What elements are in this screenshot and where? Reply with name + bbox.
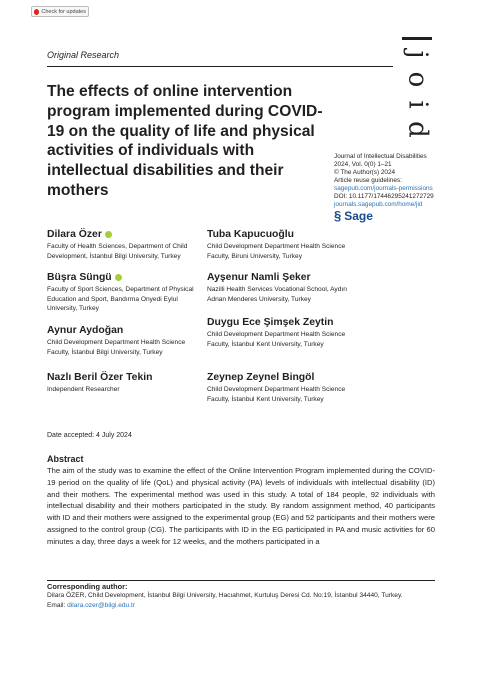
copyright: © The Author(s) 2024 bbox=[334, 169, 396, 176]
journal-home-link[interactable]: journals.sagepub.com/home/jid bbox=[334, 201, 423, 208]
author-affiliation: Independent Researcher bbox=[47, 386, 120, 393]
author-name: Duygu Ece Şimşek Zeytin bbox=[207, 317, 334, 328]
logo-letter-o: o bbox=[402, 71, 433, 88]
author-affiliation: Faculty of Health Sciences, Department of Child Development, İstanbul Bilgi University, Turkey bbox=[47, 243, 188, 260]
corresponding-heading: Corresponding author: bbox=[47, 582, 128, 591]
author-affiliation: Child Development Department Health Science Faculty, İstanbul Bilgi University, Turkey bbox=[47, 339, 186, 356]
check-for-updates-label: Check for updates bbox=[41, 8, 86, 15]
author-block bbox=[47, 324, 207, 357]
author-block bbox=[47, 271, 207, 314]
journal-logo bbox=[398, 37, 436, 142]
author-name: Tuba Kapucuoğlu bbox=[207, 229, 294, 240]
author-name: Zeynep Zeynel Bingöl bbox=[207, 372, 315, 383]
author-affiliation: Child Development Department Health Science Faculty, Biruni University, Turkey bbox=[207, 243, 346, 260]
header-rule bbox=[47, 66, 393, 67]
logo-letter-j: j bbox=[402, 50, 433, 59]
sage-s-icon: § bbox=[334, 208, 342, 223]
journal-name: Journal of Intellectual Disabilities bbox=[334, 153, 427, 160]
article-type: Original Research bbox=[47, 50, 120, 60]
author-block bbox=[47, 228, 207, 261]
author-affiliation: Faculty of Sport Sciences, Department of Physical Education and Sport, Bandırma Onyedi Eylul University, Turkey bbox=[47, 286, 194, 313]
footnote-rule bbox=[47, 580, 435, 581]
publisher-name: Sage bbox=[344, 208, 373, 223]
logo-bar bbox=[402, 37, 432, 40]
email-link[interactable]: dilara.ozer@bilgi.edu.tr bbox=[67, 601, 136, 609]
date-accepted: Date accepted: 4 July 2024 bbox=[47, 432, 132, 439]
author-name: Nazlı Beril Özer Tekin bbox=[47, 372, 153, 383]
publisher-logo bbox=[334, 208, 373, 223]
corresponding-email-line bbox=[47, 601, 435, 611]
author-name: Büşra Süngü bbox=[47, 272, 112, 283]
author-affiliation: Child Development Department Health Science Faculty, İstanbul Kent University, Turkey bbox=[207, 386, 346, 403]
update-indicator-icon bbox=[34, 9, 39, 15]
doi[interactable]: DOI: 10.1177/17446295241272729 bbox=[334, 193, 434, 200]
orcid-icon[interactable] bbox=[115, 274, 122, 281]
journal-info bbox=[334, 153, 454, 209]
corresponding-details bbox=[47, 591, 435, 611]
email-label: Email: bbox=[47, 601, 66, 609]
reuse-link[interactable]: sagepub.com/journals-permissions bbox=[334, 185, 433, 192]
abstract-text: The aim of the study was to examine the effect of the Online Intervention Program implemented during the COVID-19 period on the quality of life (QoL) and physical activity (PA) levels of individuals with intellectual disability (ID) and their mothers. The experimental method was used in this study. A total of 184 people, 92 individuals with intellectual disability and their mothers participated in the study. By random assignment method, 40 participants with ID and their mothers were assigned to the experimental group (EG) and 52 participants and their mothers were assigned to the control group (CG). The participants with ID in the EG participated in PA and music activities for 60 minutes a day, three days a week for 12 weeks, and the mothers participated in a bbox=[47, 466, 435, 546]
reuse-label: Article reuse guidelines: bbox=[334, 177, 402, 184]
logo-letter-i: i bbox=[402, 100, 433, 109]
author-block bbox=[47, 371, 207, 395]
journal-volume: 2024, Vol. 0(0) 1–21 bbox=[334, 161, 392, 168]
article-title: The effects of online intervention program implemented during COVID-19 on the quality of life and physical activities of individuals with intellectual disabilities and their mothers bbox=[47, 83, 323, 199]
check-for-updates-badge[interactable] bbox=[31, 6, 89, 17]
corresponding-address: Dilara ÖZER, Child Development, İstanbul Bilgi University, Hacıahmet, Kurtuluş Deresi Cd. No:19, İstanbul 34440, Turkey. bbox=[47, 592, 403, 599]
orcid-icon[interactable] bbox=[105, 231, 112, 238]
abstract-heading: Abstract bbox=[47, 454, 84, 464]
author-block bbox=[207, 271, 367, 304]
author-name: Aynur Aydoğan bbox=[47, 325, 124, 336]
author-block bbox=[207, 316, 367, 349]
author-affiliation: Child Development Department Health Science Faculty, İstanbul Kent University, Turkey bbox=[207, 331, 346, 348]
author-name: Dilara Özer bbox=[47, 229, 102, 240]
author-name: Ayşenur Namli Şeker bbox=[207, 272, 311, 283]
author-block bbox=[207, 228, 367, 261]
author-affiliation: Nazilli Health Services Vocational School, Aydın Adnan Menderes University, Turkey bbox=[207, 286, 347, 303]
author-block bbox=[207, 371, 367, 404]
logo-letter-d: d bbox=[402, 121, 433, 138]
